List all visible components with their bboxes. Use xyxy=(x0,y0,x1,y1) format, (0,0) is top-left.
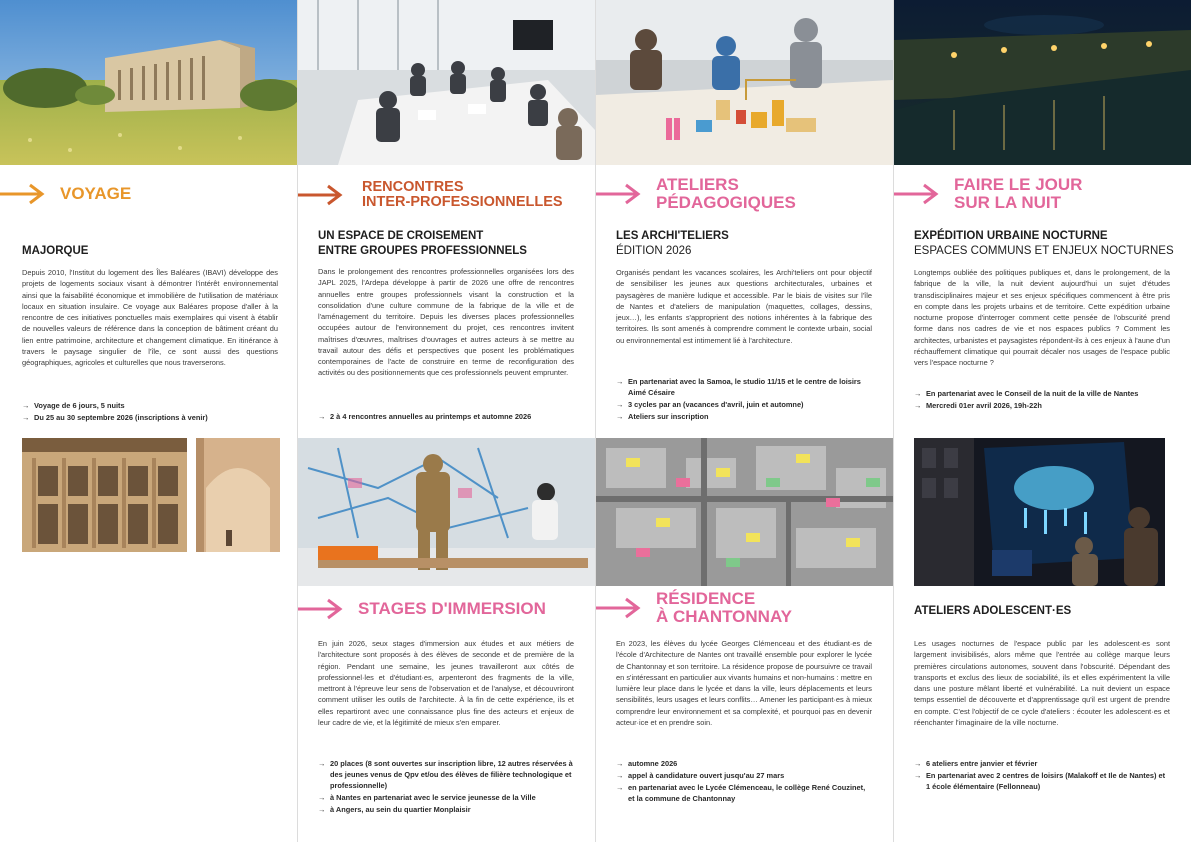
arrow-right-icon xyxy=(596,183,642,205)
arrow-right-icon xyxy=(0,183,46,205)
photo-ibavi-building xyxy=(22,438,187,552)
list-item: → Voyage de 6 jours, 5 nuits xyxy=(22,400,278,411)
ateliers-header xyxy=(596,176,796,212)
stages-body: En juin 2026, seux stages d'immersion aux études et aux métiers de l'architecture sont proposés à des élèves de seconde et de première de la région. Pendant une semaine, les jeunes travailleront aux côtés de professionnel·les et d'étudiant·es, arpenteront des fragments de la ville, mettront à l'épreuve leur sens de l'observation et de l'analyse, et découvriront comment utiliser les outils de l'architecte. À la fin de cette expérience, ils et elles repartiront avec une connaissance plus fine des acteurs et enjeux de leur cadre de vie, et la légitimité de mieux s'en emparer. xyxy=(318,639,574,727)
list-item: → 3 cycles par an (vacances d'avril, juin et automne) xyxy=(616,399,872,410)
list-item: → en partenariat avec le Lycée Clémenceau, le collège René Couzinet, et la commune de Chantonnay xyxy=(616,782,872,804)
residence-body: En 2023, les élèves du lycée Georges Clémenceau et des étudiant·es de l'école d'Architecture de Nantes ont travaillé ensemble pour explorer le lycée de Chantonnay et son territoire. La résidence propose de poursuivre ce travail en s'intéressant en particulier aux vivants humains et non-humains : mettre en lumière leur place dans le lycée et dans la ville, leurs déplacements et leurs sensibilités, leurs usages et leurs conflits… Amener les participant·es à mieux comprendre leur environnement et sa complexité, et pourquoi pas en devenir acteur·ice et en prendre soin. xyxy=(616,639,872,727)
list-item: → Ateliers sur inscription xyxy=(616,411,872,422)
voyage-subtitle: MAJORQUE xyxy=(22,245,89,257)
list-item: → Mercredi 01er avril 2026, 19h-22h xyxy=(914,400,1170,411)
list-item: → appel à candidature ouvert jusqu'au 27 mars xyxy=(616,770,872,781)
voyage-header xyxy=(0,183,131,205)
rencontres-subtitle xyxy=(318,229,527,259)
voyage-body: Depuis 2010, l'Institut du logement des Îles Baléares (IBAVI) développe des projets de logements sociaux visant à démontrer l'intérêt environnemental ainsi que la faisabilité économique et immobilière de l'utilisation de matériaux locaux en situation insulaire. Ce voyage aux Baléares propose d'aller à la rencontre de ces initiatives ponctuelles mais exemplaires qui visent à établir de nouvelles valeurs de référence dans la conception de bâtiment créant du lien entre patrimoine, architecture et changement climatique. En itinérance à travers le paysage singulier de l'île, ce sont aussi des questions géographiques, agricoles et culturelles que nous traverserons. xyxy=(22,268,278,367)
photo-aerial-map xyxy=(596,438,893,586)
list-item: → En partenariat avec le Conseil de la nuit de la ville de Nantes xyxy=(914,388,1170,399)
faire-header xyxy=(894,176,1082,212)
faire-bullets xyxy=(914,388,1170,412)
ateliers-subtitle: LES ARCHI'TELIERS xyxy=(616,230,729,242)
faire-body: Longtemps oubliée des politiques publiques et, dans le prolongement, de la fabrique de la ville, la nuit devient aujourd'hui un sujet d'études transdisciplinaires majeur et ses enjeux spécifiques commencent à être pris en compte dans les projets urbains et de territoire. Cette expédition urbaine nocturne propose d'interroger comment cette pensée de l'obscurité prend forme dans nos cadres de vie et nos espaces publics ? Comment les architectes, urbanistes et paysagistes répondent-ils à ces enjeux à l'aune d'un réchauffement climatique qui pourrait décaler nos usages de l'espace public vers l'espace nocturne ? xyxy=(914,268,1170,367)
arrow-right-icon xyxy=(298,184,344,206)
arrow-right-icon xyxy=(596,597,642,619)
photo-majorque-landscape xyxy=(0,0,297,165)
ateliers-body: Organisés pendant les vacances scolaires, les Archi'teliers ont pour objectif de sensibiliser les jeunes aux questions architecturales, urbaines et paysagères de manière ludique et accessible. Par le biais de visites sur l'île de Nantes et d'ateliers de manipulation (maquettes, collages, dessins, jeux…), les enfants s'approprient des notions inhérentes à la fabrique des territoires. Ils sont amenés à comprendre comment le contexte urbain, social ou environnemental est intimement lié à l'architecture. xyxy=(616,268,872,345)
faire-subtitle2: ESPACES COMMUNS ET ENJEUX NOCTURNES xyxy=(914,245,1174,257)
stages-bullets xyxy=(318,758,574,817)
stages-title: STAGES D'IMMERSION xyxy=(358,599,546,619)
ateliers-bullets xyxy=(616,376,872,423)
photo-interior-arch xyxy=(196,438,280,552)
faire-title-line1: FAIRE LE JOUR xyxy=(954,175,1083,194)
residence-title xyxy=(656,590,792,626)
voyage-bullets xyxy=(22,400,278,424)
ateliers-title xyxy=(656,176,796,212)
rencontres-title-line2: INTER-PROFESSIONNELLES xyxy=(362,194,563,211)
residence-title-line2: À CHANTONNAY xyxy=(656,606,793,626)
stages-header xyxy=(298,598,546,620)
photo-kids-workshop xyxy=(596,0,893,165)
list-item: → 2 à 4 rencontres annuelles au printemps et automne 2026 xyxy=(318,411,574,422)
list-item: → 20 places (8 sont ouvertes sur inscription libre, 12 autres réservées à des jeunes venus de Qpv et/ou des élèves de filière technologique et professionnelle) xyxy=(318,758,574,791)
ateliers-subtitle2: ÉDITION 2026 xyxy=(616,245,692,257)
ados-bullets xyxy=(914,758,1170,793)
ados-body: Les usages nocturnes de l'espace public par les adolescent·es sont largement invisibilisés, alors même que l'entrée au collège marque leurs premières circulations autonomes, souvent dans l'obscurité. Dépendant des transports et exclus des lieux de sociabilité, ils et elles expérimentent la ville dans une posture mêlant liberté et vulnérabilité. La nuit devient un espace temps essentiel de découverte et d'apprentissage qu'il est urgent de prendre en compte. C'est l'objectif de ce cycle d'ateliers : écouter les adolescent·es et réenchanter l'imaginaire de la ville nocturne. xyxy=(914,639,1170,727)
rencontres-title-line1: RENCONTRES xyxy=(362,179,464,195)
residence-title-line1: RÉSIDENCE xyxy=(656,589,756,608)
rencontres-title xyxy=(362,180,563,210)
ateliers-title-line2: PÉDAGOGIQUES xyxy=(656,192,796,212)
photo-stage-workshop xyxy=(298,438,595,586)
rencontres-bullets xyxy=(318,411,574,423)
photo-night-canal xyxy=(894,0,1191,165)
rencontres-header xyxy=(298,180,563,210)
rencontres-subtitle-line2: ENTRE GROUPES PROFESSIONNELS xyxy=(318,244,527,257)
photo-night-projection xyxy=(914,438,1165,586)
list-item: → En partenariat avec la Samoa, le studio 11/15 et le centre de loisirs Aimé Césaire xyxy=(616,376,872,398)
list-item: → automne 2026 xyxy=(616,758,872,769)
rencontres-subtitle-line1: UN ESPACE DE CROISEMENT xyxy=(318,230,484,242)
residence-bullets xyxy=(616,758,872,805)
list-item: → à Nantes en partenariat avec le service jeunesse de la Ville xyxy=(318,792,574,803)
list-item: → Du 25 au 30 septembre 2026 (inscriptions à venir) xyxy=(22,412,278,423)
list-item: → à Angers, au sein du quartier Monplaisir xyxy=(318,804,574,815)
voyage-title: VOYAGE xyxy=(60,184,132,204)
faire-subtitle: EXPÉDITION URBAINE NOCTURNE xyxy=(914,230,1108,242)
arrow-right-icon xyxy=(298,598,344,620)
faire-title xyxy=(954,176,1082,212)
arrow-right-icon xyxy=(894,183,940,205)
list-item: → En partenariat avec 2 centres de loisirs (Malakoff et Ile de Nantes) et 1 école élémentaire (Fellonneau) xyxy=(914,770,1170,792)
list-item: → 6 ateliers entre janvier et février xyxy=(914,758,1170,769)
photo-meeting-room xyxy=(298,0,595,165)
ateliers-title-line1: ATELIERS xyxy=(656,175,739,194)
residence-header xyxy=(596,590,792,626)
rencontres-body: Dans le prolongement des rencontres professionnelles organisées lors des JAPL 2025, l'Ardepa développe à partir de 2026 une offre de rencontres annuelles entre groupes professionnels visant la construction et la consolidation d'une culture commune de la fabrique de la ville et de l'aménagement du territoire. Depuis les diverses places professionnelles occupées autour de l'environnement du projet, ces rencontres invitent maîtrises d'œuvres, maîtrises d'ouvrages et autres acteurs à se mettre au travail autour des défis et perspectives que posent les problématiques contemporaines de l'acte de construire en terme de reconfiguration des activités ou des positionnements que ces professionnels peuvent emprunter. xyxy=(318,267,574,378)
ados-subtitle: ATELIERS ADOLESCENT·ES xyxy=(914,605,1072,617)
faire-title-line2: SUR LA NUIT xyxy=(954,192,1062,212)
